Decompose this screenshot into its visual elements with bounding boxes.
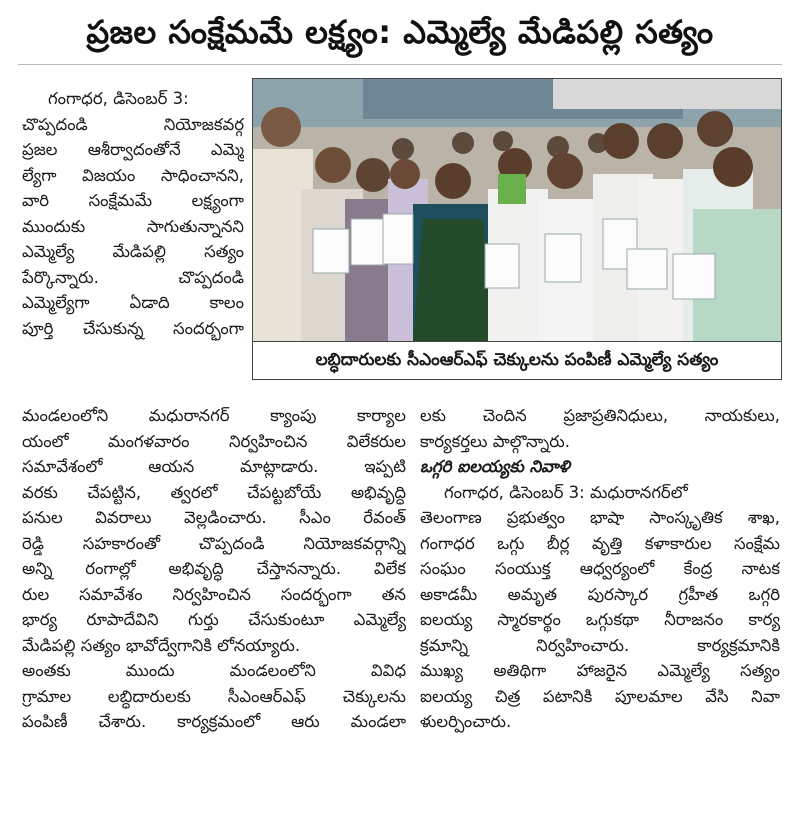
article-line: అంతకు ముందు మండలంలోని వివిధ: [22, 661, 406, 680]
article-line: ళులర్పించారు.: [420, 712, 512, 731]
headline: ప్రజల సంక్షేమమే లక్ష్యం: ఎమ్మెల్యే మేడిపల్లి సత్యం: [86, 13, 714, 51]
article-line: ముందుకు సాగుతున్నానని: [22, 216, 244, 236]
article-column-right: [420, 403, 780, 735]
article-line: గంగాధర, డిసెంబర్ 3:: [48, 89, 189, 108]
article-line: గ్రామాల లబ్ధిదారులకు సీఎంఆర్ఎఫ్ చెక్కులను: [22, 686, 406, 706]
article-line: అకాడమీ అమృత పురస్కార గ్రహీత ఒగ్గరి: [420, 584, 780, 604]
headline-rule: [18, 64, 782, 65]
article-line: గంగాధర, డిసెంబర్ 3: మధురానగర్‌లో: [444, 482, 688, 502]
article-line: వారి సంక్షేమమే లక్ష్యంగా: [22, 191, 244, 210]
sub-heading: ఒగ్గరి ఐలయ్యకు నివాళి: [420, 457, 570, 476]
article-line: కార్యకర్తలు పాల్గొన్నారు.: [420, 431, 570, 451]
article-line: ఎమ్మెల్యే మేడిపల్లి సత్యం: [22, 242, 244, 261]
article-line: పనుల వివరాలు వెల్లడించారు. సీఎం రేవంత్: [22, 508, 406, 527]
article-line: సమావేశంలో ఆయన మాట్లాడారు. ఇప్పటి: [22, 457, 406, 476]
article-line: భార్య రూపాదేవిని గుర్తు చేసుకుంటూ ఎమ్మెల్యే: [22, 610, 406, 629]
article-line: తెలంగాణ ప్రభుత్వం భాషా సాంస్కృతిక శాఖ,: [420, 508, 780, 527]
article-line: క్రమాన్ని నిర్వహించారు. కార్యక్రమానికి: [420, 635, 780, 655]
article-line: ఐలయ్య స్మారకార్థం ఒగ్గుకథా నీరాజనం కార్య: [420, 610, 780, 629]
article-column-left-top: [22, 86, 244, 341]
article-line: పూర్తి చేసుకున్న సందర్భంగా: [22, 318, 244, 338]
article-line: యంలో మంగళవారం నిర్వహించిన విలేకరుల: [22, 431, 406, 451]
article-line: వరకు చేపట్టిన, త్వరలో చేపట్టబోయే అభివృద్ధి: [22, 482, 406, 502]
article-line: ఎమ్మెల్యేగా ఏడాది కాలం: [22, 293, 244, 312]
article-line: లకు చెందిన ప్రజాప్రతినిధులు, నాయకులు,: [420, 406, 780, 425]
article-line: గంగాధర ఒగ్గు బీర్ల వృత్తి కళాకారుల సంక్షేమ: [420, 533, 780, 553]
photo-caption: లబ్ధిదారులకు సీఎంఆర్ఎఫ్ చెక్కులను పంపిణీ ఎమ్మెల్యే సత్యం: [252, 342, 782, 380]
article-line: పేర్కొన్నారు. చొప్పదండి: [22, 267, 244, 287]
article-line: ముఖ్య అతిథిగా హాజరైన ఎమ్మెల్యే సత్యం: [420, 661, 780, 680]
article-line: రెడ్డి సహకారంతో చొప్పదండి నియోజకవర్గాన్ని: [22, 533, 406, 553]
article-line: ల్యేగా విజయం సాధించానని,: [22, 165, 244, 185]
article-line: ఐలయ్య చిత్ర పటానికి పూలమాల వేసి నివా: [420, 686, 780, 706]
article-line: ప్రజల ఆశీర్వాదంతోనే ఎమ్మె: [22, 140, 244, 159]
article-line: చొప్పదండి నియోజకవర్గ: [22, 114, 244, 134]
article-line: అన్ని రంగాల్లో అభివృద్ధి చేస్తానన్నారు. విలేక: [22, 559, 406, 578]
article-line: రుల సమావేశం నిర్వహించిన సందర్భంగా తన: [22, 584, 406, 604]
article-line: మేడిపల్లి సత్యం భావోద్వేగానికి లోనయ్యారు.: [22, 635, 301, 655]
article-line: సంఘం సంయుక్త ఆధ్వర్యంలో కేంద్ర నాటక: [420, 559, 780, 578]
news-photo: [252, 78, 782, 342]
article-line: పంపిణీ చేశారు. కార్యక్రమంలో ఆరు మండలా: [22, 712, 406, 731]
article-column-left-bottom: [22, 403, 406, 735]
article-line: మండలంలోని మధురానగర్ క్యాంపు కార్యాల: [22, 406, 406, 425]
